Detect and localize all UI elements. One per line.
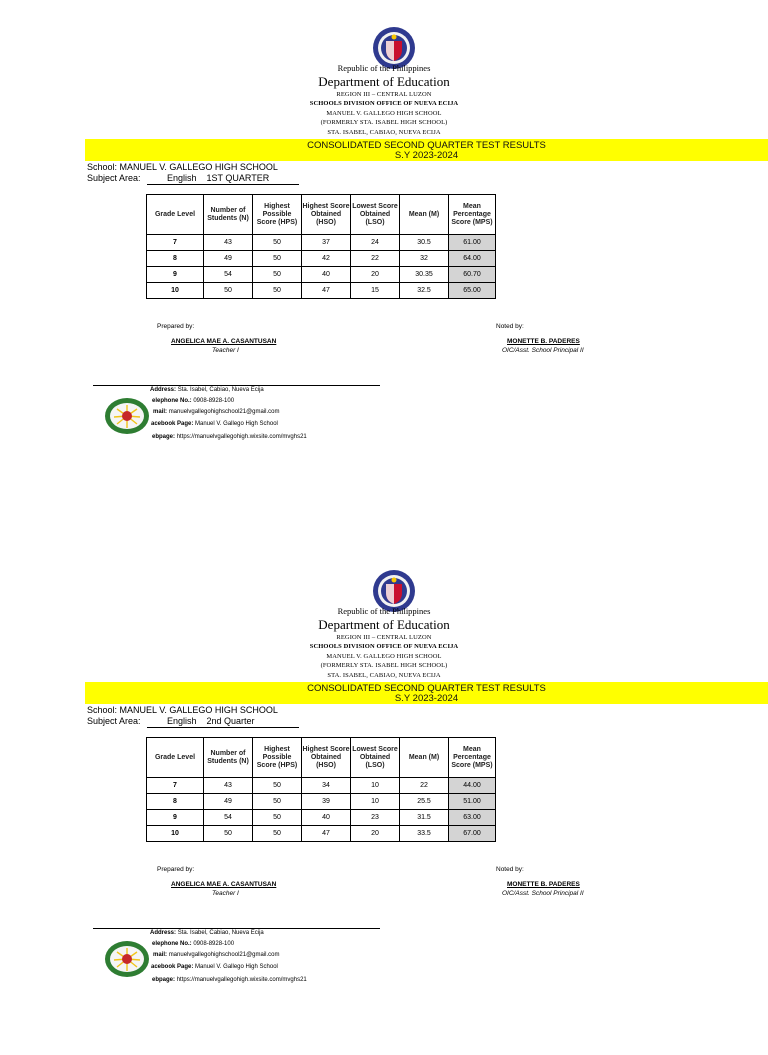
footer-facebook	[151, 421, 278, 427]
facebook-label: acebook Page:	[151, 421, 194, 427]
table-header-cell: Mean (M)	[400, 738, 449, 778]
table-cell: 31.5	[400, 810, 449, 826]
address-label: Address:	[150, 387, 177, 393]
division-line: SCHOOLS DIVISION OFFICE OF NUEVA ECIJA	[309, 100, 459, 107]
table-row	[147, 826, 496, 842]
address-value: Sta. Isabel, Cabiao, Nueva Ecija	[177, 387, 264, 393]
footer-address	[150, 930, 264, 936]
webpage-label: ebpage:	[152, 977, 176, 983]
webpage-link[interactable]: https://manuelvgallegohigh.wixsite.com/mvghs21	[176, 977, 307, 983]
table-cell: 8	[147, 794, 204, 810]
table-cell: 10	[351, 794, 400, 810]
results-table	[146, 737, 496, 842]
table-header-cell: Highest Score Obtained (HSO)	[302, 738, 351, 778]
table-header-row	[147, 738, 496, 778]
footer-email	[153, 952, 280, 958]
school-address-line: STA. ISABEL, CABIAO, NUEVA ECIJA	[327, 129, 441, 136]
noted-by-name: MONETTE B. PADERES	[507, 881, 580, 888]
address-label: Address:	[150, 930, 177, 936]
division-line: SCHOOLS DIVISION OFFICE OF NUEVA ECIJA	[309, 643, 459, 650]
banner-title: CONSOLIDATED SECOND QUARTER TEST RESULTS	[307, 683, 546, 694]
table-cell: 32	[400, 251, 449, 267]
table-row	[147, 235, 496, 251]
subject-name: English	[167, 173, 197, 183]
table-cell: 50	[253, 267, 302, 283]
table-cell: 50	[253, 794, 302, 810]
title-banner	[85, 139, 768, 161]
table-cell: 10	[147, 283, 204, 299]
region-line: REGION III – CENTRAL LUZON	[336, 91, 432, 98]
republic-line: Republic of the Philippines	[337, 606, 431, 616]
table-cell: 43	[204, 235, 253, 251]
table-cell: 50	[253, 778, 302, 794]
table-cell: 60.70	[449, 267, 496, 283]
school-logo-icon	[104, 397, 150, 435]
table-cell: 10	[351, 778, 400, 794]
subject-name: English	[167, 716, 197, 726]
table-cell: 61.00	[449, 235, 496, 251]
table-cell: 23	[351, 810, 400, 826]
footer-webpage	[152, 434, 307, 440]
address-value: Sta. Isabel, Cabiao, Nueva Ecija	[177, 930, 264, 936]
table-header-cell: Highest Possible Score (HPS)	[253, 195, 302, 235]
subject-value	[147, 173, 299, 185]
table-row	[147, 251, 496, 267]
webpage-link[interactable]: https://manuelvgallegohigh.wixsite.com/mvghs21	[176, 434, 307, 440]
table-cell: 47	[302, 283, 351, 299]
table-cell: 42	[302, 251, 351, 267]
table-cell: 65.00	[449, 283, 496, 299]
department-title: Department of Education	[318, 617, 450, 632]
report-sheet	[0, 0, 768, 512]
table-header-cell: Number of Students (N)	[204, 738, 253, 778]
table-header-cell: Lowest Score Obtained (LSO)	[351, 195, 400, 235]
table-cell: 30.35	[400, 267, 449, 283]
phone-value: 0908-8928-100	[193, 941, 235, 947]
table-header-cell: Number of Students (N)	[204, 195, 253, 235]
table-cell: 54	[204, 267, 253, 283]
table-header-row	[147, 195, 496, 235]
quarter-name: 2nd Quarter	[206, 716, 255, 726]
phone-label: elephone No.:	[152, 941, 192, 947]
title-banner	[85, 682, 768, 704]
table-cell: 33.5	[400, 826, 449, 842]
noted-by-role: OIC/Asst. School Principal II	[502, 347, 584, 354]
noted-by-label: Noted by:	[496, 323, 524, 330]
school-address-line: STA. ISABEL, CABIAO, NUEVA ECIJA	[327, 672, 441, 679]
footer-email	[153, 409, 280, 415]
table-cell: 50	[253, 251, 302, 267]
table-cell: 47	[302, 826, 351, 842]
table-cell: 20	[351, 267, 400, 283]
email-value[interactable]: manuelvgallegohighschool21@gmail.com	[168, 952, 280, 958]
banner-title: CONSOLIDATED SECOND QUARTER TEST RESULTS	[307, 140, 546, 151]
subject-label: Subject Area:	[87, 716, 141, 726]
table-cell: 50	[253, 283, 302, 299]
email-label: mail:	[153, 952, 168, 958]
school-logo-icon	[104, 940, 150, 978]
facebook-value[interactable]: Manuel V. Gallego High School	[195, 964, 278, 970]
prepared-by-name: ANGELICA MAE A. CASANTUSAN	[171, 338, 277, 345]
table-cell: 24	[351, 235, 400, 251]
email-label: mail:	[153, 409, 168, 415]
table-row	[147, 794, 496, 810]
table-cell: 50	[253, 235, 302, 251]
table-cell: 67.00	[449, 826, 496, 842]
table-header-cell: Highest Score Obtained (HSO)	[302, 195, 351, 235]
footer-address	[150, 387, 264, 393]
footer-divider	[93, 928, 380, 929]
table-cell: 8	[147, 251, 204, 267]
table-cell: 50	[253, 810, 302, 826]
table-row	[147, 267, 496, 283]
table-cell: 63.00	[449, 810, 496, 826]
table-cell: 7	[147, 235, 204, 251]
formerly-line: (FORMERLY STA. ISABEL HIGH SCHOOL)	[320, 662, 448, 669]
footer-divider	[93, 385, 380, 386]
table-cell: 39	[302, 794, 351, 810]
prepared-by-label: Prepared by:	[157, 323, 195, 330]
prepared-by-role: Teacher I	[212, 347, 239, 354]
table-cell: 49	[204, 251, 253, 267]
table-header-cell: Mean Percentage Score (MPS)	[449, 738, 496, 778]
school-name-line: MANUEL V. GALLEGO HIGH SCHOOL	[326, 110, 442, 117]
school-field: School: MANUEL V. GALLEGO HIGH SCHOOL	[87, 162, 278, 172]
footer-phone	[152, 398, 234, 404]
table-cell: 49	[204, 794, 253, 810]
webpage-label: ebpage:	[152, 434, 176, 440]
table-row	[147, 283, 496, 299]
table-cell: 50	[204, 826, 253, 842]
table-cell: 37	[302, 235, 351, 251]
prepared-by-role: Teacher I	[212, 890, 239, 897]
report-sheet	[0, 543, 768, 1055]
school-name-line: MANUEL V. GALLEGO HIGH SCHOOL	[326, 653, 442, 660]
table-row	[147, 778, 496, 794]
department-title: Department of Education	[318, 74, 450, 89]
facebook-value[interactable]: Manuel V. Gallego High School	[195, 421, 278, 427]
noted-by-role: OIC/Asst. School Principal II	[502, 890, 584, 897]
table-cell: 32.5	[400, 283, 449, 299]
banner-year: S.Y 2023-2024	[394, 693, 459, 704]
region-line: REGION III – CENTRAL LUZON	[336, 634, 432, 641]
table-cell: 30.5	[400, 235, 449, 251]
table-cell: 7	[147, 778, 204, 794]
quarter-name: 1ST QUARTER	[206, 173, 270, 183]
footer-phone	[152, 941, 234, 947]
table-cell: 22	[351, 251, 400, 267]
noted-by-label: Noted by:	[496, 866, 524, 873]
table-cell: 40	[302, 810, 351, 826]
table-cell: 25.5	[400, 794, 449, 810]
email-value[interactable]: manuelvgallegohighschool21@gmail.com	[168, 409, 280, 415]
table-header-cell: Grade Level	[147, 738, 204, 778]
formerly-line: (FORMERLY STA. ISABEL HIGH SCHOOL)	[320, 119, 448, 126]
table-cell: 22	[400, 778, 449, 794]
table-cell: 34	[302, 778, 351, 794]
republic-line: Republic of the Philippines	[337, 63, 431, 73]
table-header-cell: Mean (M)	[400, 195, 449, 235]
table-header-cell: Lowest Score Obtained (LSO)	[351, 738, 400, 778]
results-table	[146, 194, 496, 299]
prepared-by-name: ANGELICA MAE A. CASANTUSAN	[171, 881, 277, 888]
table-cell: 54	[204, 810, 253, 826]
table-cell: 51.00	[449, 794, 496, 810]
table-cell: 9	[147, 267, 204, 283]
footer-webpage	[152, 977, 307, 983]
table-cell: 15	[351, 283, 400, 299]
banner-year: S.Y 2023-2024	[394, 150, 459, 161]
footer-facebook	[151, 964, 278, 970]
prepared-by-label: Prepared by:	[157, 866, 195, 873]
table-cell: 43	[204, 778, 253, 794]
noted-by-name: MONETTE B. PADERES	[507, 338, 580, 345]
subject-value	[147, 716, 299, 728]
table-row	[147, 810, 496, 826]
table-cell: 50	[253, 826, 302, 842]
table-cell: 64.00	[449, 251, 496, 267]
table-header-cell: Mean Percentage Score (MPS)	[449, 195, 496, 235]
table-cell: 10	[147, 826, 204, 842]
phone-value: 0908-8928-100	[193, 398, 235, 404]
table-header-cell: Grade Level	[147, 195, 204, 235]
table-cell: 40	[302, 267, 351, 283]
subject-label: Subject Area:	[87, 173, 141, 183]
table-cell: 44.00	[449, 778, 496, 794]
phone-label: elephone No.:	[152, 398, 192, 404]
table-cell: 9	[147, 810, 204, 826]
school-field: School: MANUEL V. GALLEGO HIGH SCHOOL	[87, 705, 278, 715]
table-cell: 50	[204, 283, 253, 299]
facebook-label: acebook Page:	[151, 964, 194, 970]
table-header-cell: Highest Possible Score (HPS)	[253, 738, 302, 778]
table-cell: 20	[351, 826, 400, 842]
